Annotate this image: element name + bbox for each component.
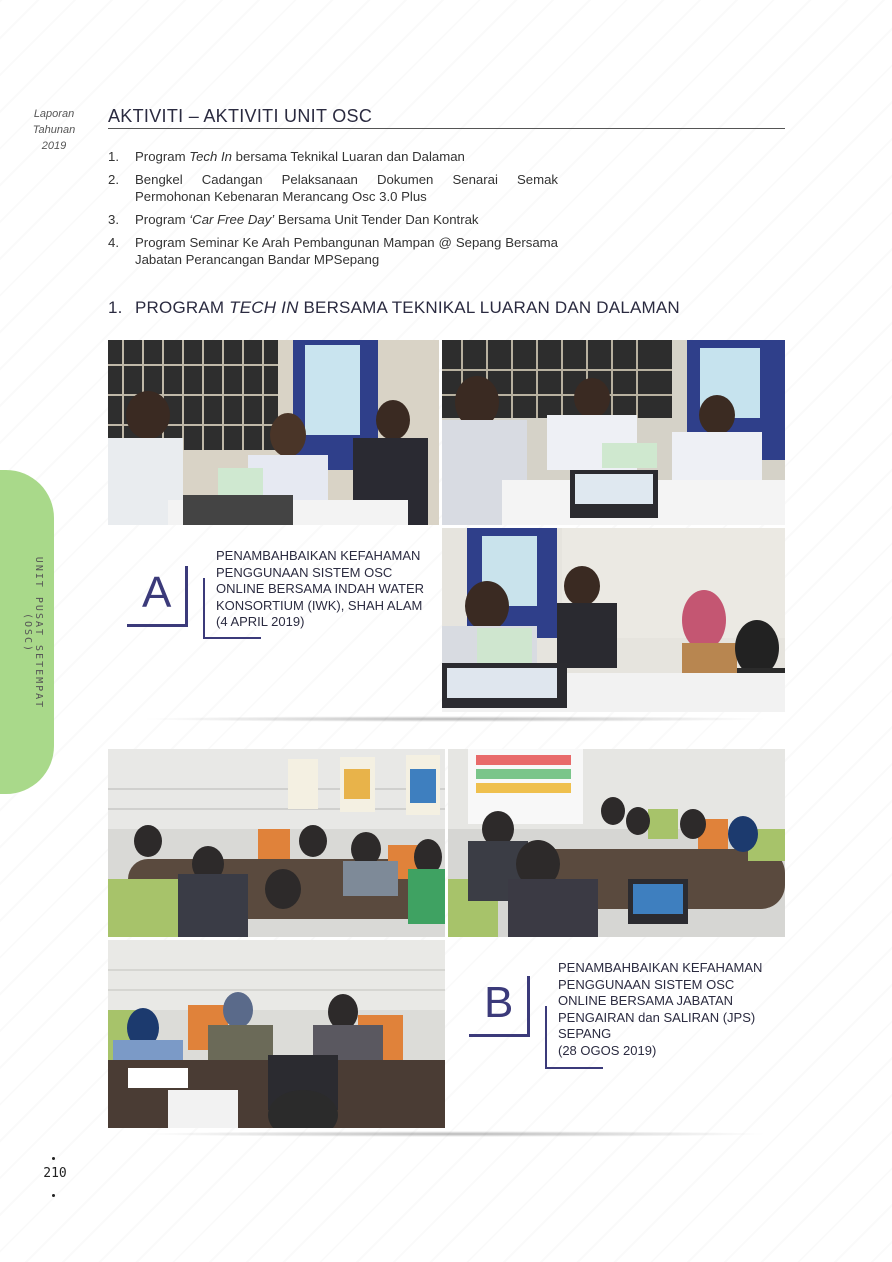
list-item-number: 3. <box>108 212 119 227</box>
caption-line: PENGAIRAN dan SALIRAN (JPS) <box>558 1009 756 1025</box>
report-tag <box>24 106 84 154</box>
page-number: 210 <box>43 1166 67 1181</box>
caption-bracket <box>203 578 205 638</box>
meeting-photo <box>448 749 785 937</box>
list-item <box>108 171 558 205</box>
section-heading: 1. PROGRAM TECH IN BERSAMA TEKNIKAL LUARAN DAN DALAMAN <box>108 298 680 317</box>
caption-line: PENAMBAHBAIKAN KEFAHAMAN <box>216 548 421 563</box>
list-item-text: Bengkel Cadangan Pelaksanaan Dokumen Senarai Semak Permohonan Kebenaran Merancang Osc 3.0 Plus <box>135 172 558 204</box>
list-item-text: Program Tech In bersama Teknikal Luaran dan Dalaman <box>135 149 465 164</box>
letter-underline <box>469 1034 530 1037</box>
page-dot <box>52 1194 55 1197</box>
letter-bracket <box>185 566 188 626</box>
list-item-number: 4. <box>108 235 119 250</box>
caption-line: PENGGUNAAN SISTEM OSC <box>558 976 735 992</box>
list-item-number: 1. <box>108 149 119 164</box>
meeting-photo <box>442 528 785 712</box>
page-title: AKTIVITI – AKTIVITI UNIT OSC <box>108 106 373 126</box>
caption-bracket <box>203 637 261 639</box>
report-tag-line: Tahunan <box>32 124 76 136</box>
section-letter: B <box>484 978 514 1027</box>
meeting-photo <box>108 340 439 525</box>
report-tag-line: Laporan <box>33 108 75 120</box>
caption-line: ONLINE BERSAMA INDAH WATER <box>216 581 425 596</box>
meeting-photo <box>108 940 445 1128</box>
caption-bracket <box>545 1006 547 1068</box>
photo-shadow <box>140 716 770 722</box>
letter-underline <box>127 624 188 627</box>
meeting-photo <box>108 749 445 937</box>
caption-line: PENGGUNAAN SISTEM OSC <box>216 564 393 580</box>
caption-bracket <box>545 1067 603 1069</box>
letter-bracket <box>527 976 530 1036</box>
caption-line: SEPANG <box>558 1026 612 1041</box>
caption-a <box>216 548 441 631</box>
photo-shadow <box>140 1131 770 1137</box>
caption-line: PENAMBAHBAIKAN KEFAHAMAN <box>558 960 763 975</box>
list-item <box>108 148 558 165</box>
activities-list <box>108 148 558 274</box>
caption-line: (28 OGOS 2019) <box>558 1042 657 1058</box>
list-item-text: Program ‘Car Free Day’ Bersama Unit Tender Dan Kontrak <box>135 212 479 227</box>
caption-line: KONSORTIUM (IWK), SHAH ALAM <box>216 597 423 613</box>
list-item <box>108 211 558 228</box>
meeting-photo <box>442 340 785 525</box>
caption-b <box>558 960 783 1059</box>
page-dot <box>52 1157 55 1160</box>
side-tab-label: UNIT PUSAT SETEMPAT (OSC) <box>22 556 44 710</box>
report-tag-line: 2019 <box>41 140 67 152</box>
list-item <box>108 234 558 268</box>
list-item-text: Program Seminar Ke Arah Pembangunan Mampan @ Sepang Bersama Jabatan Perancangan Bandar MPSepang <box>135 235 558 267</box>
title-divider <box>108 128 785 129</box>
caption-line: (4 APRIL 2019) <box>216 614 305 629</box>
section-letter: A <box>142 568 172 617</box>
list-item-number: 2. <box>108 172 119 187</box>
caption-line: ONLINE BERSAMA JABATAN <box>558 993 734 1008</box>
